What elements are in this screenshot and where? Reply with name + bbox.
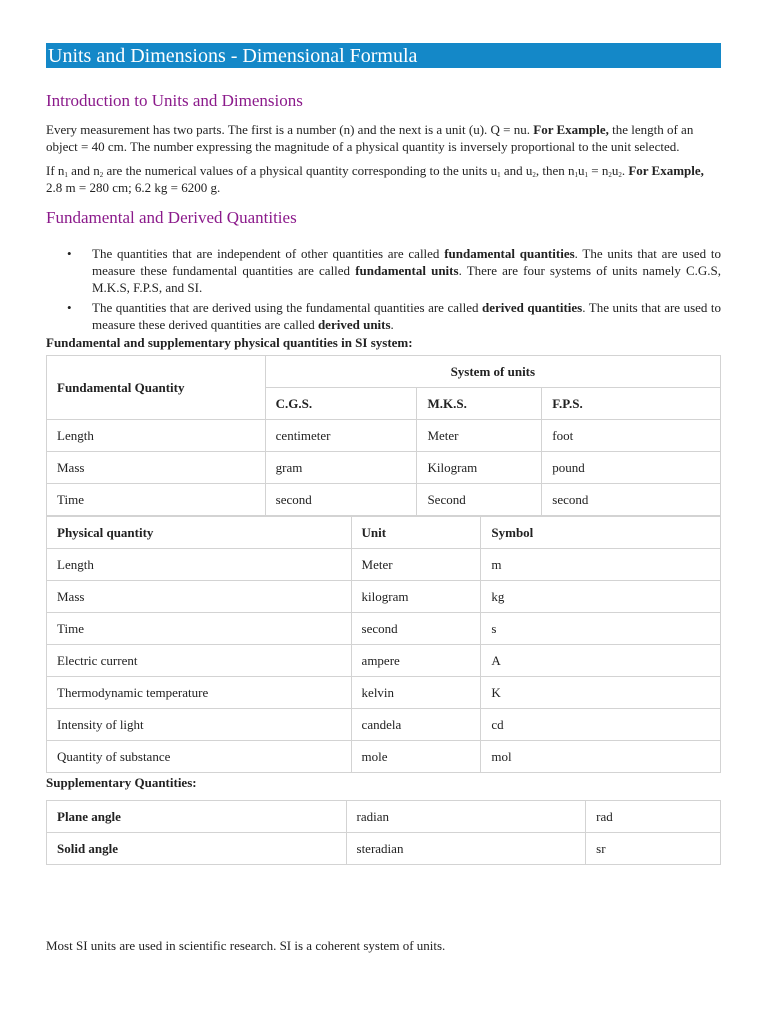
table-row	[47, 645, 721, 677]
table-cell: ampere	[351, 645, 481, 677]
table-cell: second	[542, 484, 721, 516]
table-cell: Second	[417, 484, 542, 516]
table-cell: centimeter	[265, 420, 417, 452]
table-cell: radian	[346, 801, 586, 833]
table-cell: Meter	[351, 549, 481, 581]
sub-header-mks: M.K.S.	[417, 388, 542, 420]
table-cell: s	[481, 613, 721, 645]
table-cell: Meter	[417, 420, 542, 452]
col-physical-quantity-header: Physical quantity	[47, 517, 352, 549]
table-cell: m	[481, 549, 721, 581]
table-cell: Plane angle	[47, 801, 347, 833]
si-units-table	[46, 516, 721, 773]
document-page	[46, 43, 721, 865]
table-cell: Kilogram	[417, 452, 542, 484]
table-cell: kilogram	[351, 581, 481, 613]
table-cell: Mass	[47, 581, 352, 613]
table-header-row	[47, 517, 721, 549]
fundamental-heading: Fundamental and Derived Quantities	[46, 208, 297, 227]
col-fundamental-header: Fundamental Quantity	[47, 356, 266, 420]
bullet-icon: •	[67, 246, 72, 261]
page-title: Units and Dimensions - Dimensional Formula	[46, 43, 721, 68]
table-cell: mol	[481, 741, 721, 773]
definitions-list	[46, 245, 721, 333]
table-cell: Solid angle	[47, 833, 347, 865]
table-row	[47, 677, 721, 709]
table-cell: Thermodynamic temperature	[47, 677, 352, 709]
table-cell: Electric current	[47, 645, 352, 677]
intro-heading: Introduction to Units and Dimensions	[46, 91, 303, 110]
intro-paragraph-2: If $n_1$ and $n_2$ are the numerical values of a physical quantity corresponding to the units $u_1$ and $u_2$, then $n_1u_1 = n_2u_2$. For Example, 2.8 m = 280 cm; 6.2 kg = 6200 g.	[46, 163, 704, 195]
col-symbol-header: Symbol	[481, 517, 721, 549]
table-cell: candela	[351, 709, 481, 741]
footer-text: Most SI units are used in scientific research. SI is a coherent system of units.	[46, 938, 446, 953]
supplementary-table	[46, 800, 721, 865]
table-cell: Length	[47, 420, 266, 452]
col-unit-header: Unit	[351, 517, 481, 549]
table-cell: K	[481, 677, 721, 709]
table-cell: mole	[351, 741, 481, 773]
bullet-icon: •	[67, 300, 72, 315]
table-row	[47, 484, 721, 516]
table-cell: Length	[47, 549, 352, 581]
table-cell: cd	[481, 709, 721, 741]
table-cell: gram	[265, 452, 417, 484]
list-item: • The quantities that are independent of other quantities are called fundamental quantities. The units that are used to measure these fundamental quantities are called fundamental units. There are four systems of units namely C.G.S, M.K.S, F.P.S, and SI.	[67, 246, 721, 295]
table-row	[47, 741, 721, 773]
table-row	[47, 549, 721, 581]
table-cell: Quantity of substance	[47, 741, 352, 773]
intro-paragraph-1: Every measurement has two parts. The first is a number (n) and the next is a unit (u). Q = nu. For Example, the length of an object = 40 cm. The number expressing the magnitude of a physical quantity is inversely proportional to the unit selected.	[46, 122, 694, 154]
table-cell: Time	[47, 484, 266, 516]
table-row	[47, 420, 721, 452]
table-cell: Time	[47, 613, 352, 645]
table-row	[47, 709, 721, 741]
table-cell: sr	[586, 833, 721, 865]
systems-of-units-table	[46, 355, 721, 516]
sub-header-cgs: C.G.S.	[265, 388, 417, 420]
table-cell: foot	[542, 420, 721, 452]
table-row	[47, 452, 721, 484]
table-cell: second	[351, 613, 481, 645]
table-cell: Intensity of light	[47, 709, 352, 741]
table-row	[47, 801, 721, 833]
table-row	[47, 833, 721, 865]
table-cell: pound	[542, 452, 721, 484]
table-cell: second	[265, 484, 417, 516]
table-cell: kg	[481, 581, 721, 613]
table-cell: A	[481, 645, 721, 677]
list-item: • The quantities that are derived using the fundamental quantities are called derived quantities. The units that are used to measure these derived quantities are called derived units.	[67, 300, 722, 332]
table-caption: Fundamental and supplementary physical quantities in SI system:	[46, 335, 413, 350]
sub-header-fps: F.P.S.	[542, 388, 721, 420]
table-cell: steradian	[346, 833, 586, 865]
table-row	[47, 581, 721, 613]
table-cell: rad	[586, 801, 721, 833]
table-row	[47, 613, 721, 645]
table-cell: kelvin	[351, 677, 481, 709]
supplementary-caption: Supplementary Quantities:	[46, 775, 197, 790]
table-cell: Mass	[47, 452, 266, 484]
col-system-header: System of units	[265, 356, 720, 388]
